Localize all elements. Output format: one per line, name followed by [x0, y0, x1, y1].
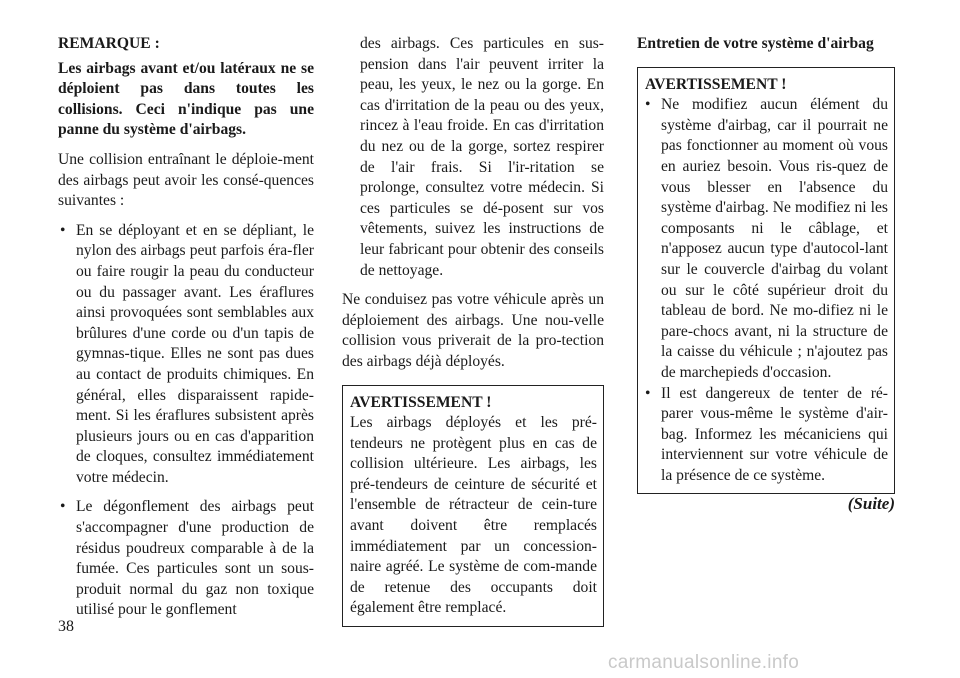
warning-title: AVERTISSEMENT ! [350, 393, 492, 411]
intro-paragraph: Une collision entraînant le déploie-ment des airbags peut avoir les consé-quences suivantes : [58, 150, 314, 210]
note-text: Les airbags avant et/ou latéraux ne se déploient pas dans toutes les collisions. Ceci n'indique pas une panne du système d'airbags. [58, 59, 314, 139]
warning-text: Les airbags déployés et les pré-tendeurs ne protègent plus en cas de collision ultérieure. Les airbags, les pré-tendeurs de ceinture de sécurité et l'ensemble de rétracteur de cein-ture avant doivent être remplacés immédiatement par un concession-naire agréé. Le système de com-mande de retenue des occupants doit également être remplacé. [350, 414, 597, 617]
body-paragraph: Ne conduisez pas votre véhicule après un déploiement des airbags. Une nou-velle collision vous priverait de la pro-tection des airbags déjà déployés. [342, 291, 604, 370]
watermark: carmanualsonline.info [608, 652, 800, 673]
warning-list-item [645, 95, 888, 383]
warning-title: AVERTISSEMENT ! [645, 75, 787, 93]
bullet-icon: • [60, 221, 66, 239]
column-middle [342, 34, 604, 627]
column-left [58, 34, 314, 630]
list-item-text: Le dégonflement des airbags peut s'accompagner d'une production de résidus poudreux comparable à de la fumée. Ces particules sont un sous-produit normal du gaz non toxique utilisé pour le gonflement [76, 498, 314, 619]
column-right [637, 34, 895, 515]
list-item [58, 497, 314, 621]
bullet-icon: • [645, 96, 651, 114]
warning-box [637, 67, 895, 495]
note-label: REMARQUE : [58, 35, 160, 52]
bullet-icon: • [60, 498, 66, 516]
bullet-icon: • [645, 384, 651, 402]
continued-label: (Suite) [847, 494, 895, 514]
warning-list-item-text: Ne modifiez aucun élément du système d'airbag, car il pourrait ne pas fonctionner au moment où vous en auriez besoin. Vous ris-quez de vous blesser en l'absence du système d'airbag. Ne modifiez ni les composants ni le câblage, et n'apposez aucun type d'autocol-lant sur le couvercle d'airbag du volant ou sur le côté supérieur droit du tableau de bord. Ne mo-difiez ni le pare-chocs avant, ni la structure de la caisse du véhicule ; n'ajoutez pas de marchepieds d'occasion. [661, 96, 888, 381]
warning-box [342, 385, 604, 628]
section-heading: Entretien de votre système d'airbag [637, 35, 874, 52]
list-item-continuation: des airbags. Ces particules en sus-pension dans l'air peuvent irriter la peau, les yeux, le nez ou la gorge. En cas d'irritation de la peau ou des yeux, rincez à l'eau froide. En cas d'irritation du nez ou de la gorge, sortez respirer de l'air frais. Si l'ir-ritation se prolonge, consultez votre médecin. Si ces particules se dé-posent sur vos vêtements, suivez les instructions de leur fabricant pour obtenir des conseils de nettoyage. [360, 35, 604, 279]
page-number: 38 [58, 618, 74, 635]
list-item [58, 221, 314, 489]
warning-list-item-text: Il est dangereux de tenter de ré-parer vous-même le système d'air-bag. Informez les mécaniciens qui interviennent sur votre véhicule de la présence de ce système. [661, 384, 888, 484]
warning-list-item [645, 384, 888, 487]
list-item-text: En se déployant et en se dépliant, le nylon des airbags peut parfois éra-fler ou faire rougir la peau du conducteur ou du passager avant. Les éraflures ainsi provoquées sont semblables aux brûlures d'une corde ou d'un tapis de gymnas-tique. Elles ne sont pas dues au contact de produits chimiques. En général, elles disparaissent rapide-ment. Si les éraflures subsistent après plusieurs jours ou en cas d'apparition de cloques, consultez immédiatement votre médecin. [76, 221, 314, 486]
